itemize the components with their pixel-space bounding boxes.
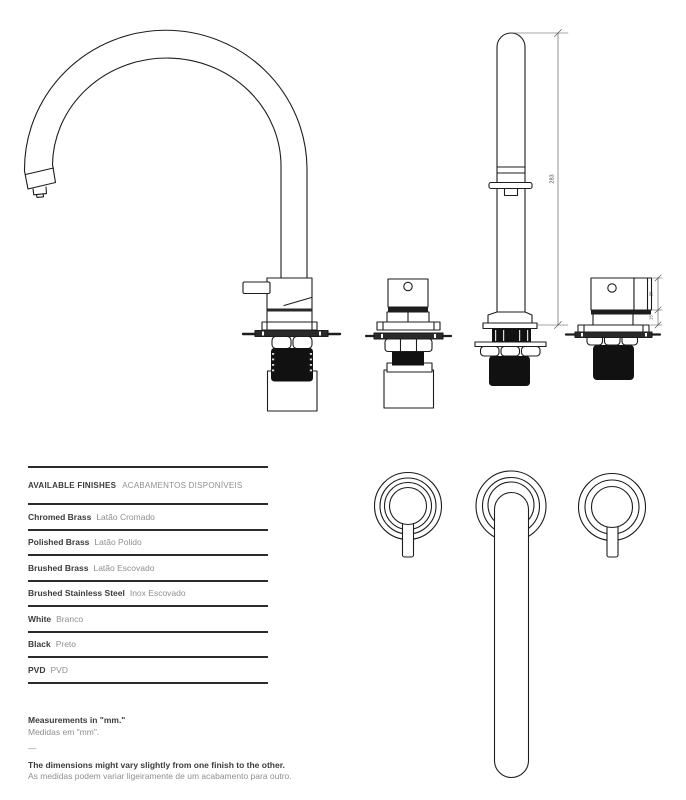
handle-hole (404, 282, 412, 290)
variance-note-pt: As medidas podem variar ligeiramente de um acabamento para outro. (28, 771, 292, 781)
table-row: Polished Brass Latão Polido (28, 531, 268, 557)
valve-side-view-drawing (566, 275, 662, 380)
dim-spout-height-label: 283 (549, 174, 556, 184)
faucet-side-view-drawing (24, 30, 340, 411)
valve-top-view-left (375, 473, 442, 558)
base-box (384, 370, 434, 408)
finishes-header-pt: ACABAMENTOS DISPONÍVEIS (122, 481, 243, 490)
knob (592, 487, 633, 528)
threaded-band (492, 329, 531, 343)
deck-plate (366, 333, 451, 339)
valve-neck (387, 312, 429, 322)
spout-top-view (476, 471, 546, 778)
table-row: White Branco (28, 607, 268, 633)
table-row: Brushed Stainless Steel Inox Escovado (28, 582, 268, 608)
finishes-table (28, 466, 268, 684)
knob (390, 488, 427, 525)
spout-tip-aerator (25, 165, 56, 198)
footer-notes (28, 715, 292, 783)
hex-nut (272, 337, 312, 349)
handle-hole (608, 284, 616, 292)
lock-plate (475, 342, 546, 347)
measurements-note-pt: Medidas em "mm". (28, 726, 100, 737)
handle-lever (243, 282, 270, 294)
spout-front-view-drawing (475, 30, 568, 387)
table-row: PVD PVD (28, 658, 268, 684)
finishes-table-header (28, 468, 268, 505)
valve-neck (593, 314, 633, 325)
collar (488, 312, 532, 323)
valve-handle (591, 278, 652, 310)
table-row: Chromed Brass Latão Cromado (28, 505, 268, 531)
dim-handle-depth-label: 15 (648, 314, 654, 321)
threaded-shank (593, 345, 634, 380)
base-flange (243, 322, 340, 337)
spout-reach (495, 493, 529, 778)
table-row: Black Preto (28, 633, 268, 659)
valve-handle (388, 279, 428, 307)
deck-plate (566, 332, 660, 338)
notes-divider: — (28, 743, 37, 753)
variance-note-en: The dimensions might vary slightly from one finish to the other. (28, 759, 285, 770)
dim-handle-height-label: 30 (648, 291, 654, 297)
valve-top-view-right (579, 474, 646, 558)
valve-front-view-drawing (366, 279, 451, 408)
mixer-body (243, 278, 312, 322)
spout-tube (24, 30, 307, 278)
hex-nut (385, 339, 432, 352)
escutcheon-flange (578, 325, 649, 332)
measurements-note-en: Measurements in "mm." (28, 715, 126, 725)
hex-nut (481, 347, 541, 357)
escutcheon-flange (377, 322, 440, 330)
threaded-shank (271, 348, 313, 382)
threaded-shank (489, 356, 530, 386)
finishes-header-en: AVAILABLE FINISHES (28, 481, 117, 490)
table-row: Brushed Brass Latão Escovado (28, 556, 268, 582)
threaded-shank (392, 351, 424, 366)
